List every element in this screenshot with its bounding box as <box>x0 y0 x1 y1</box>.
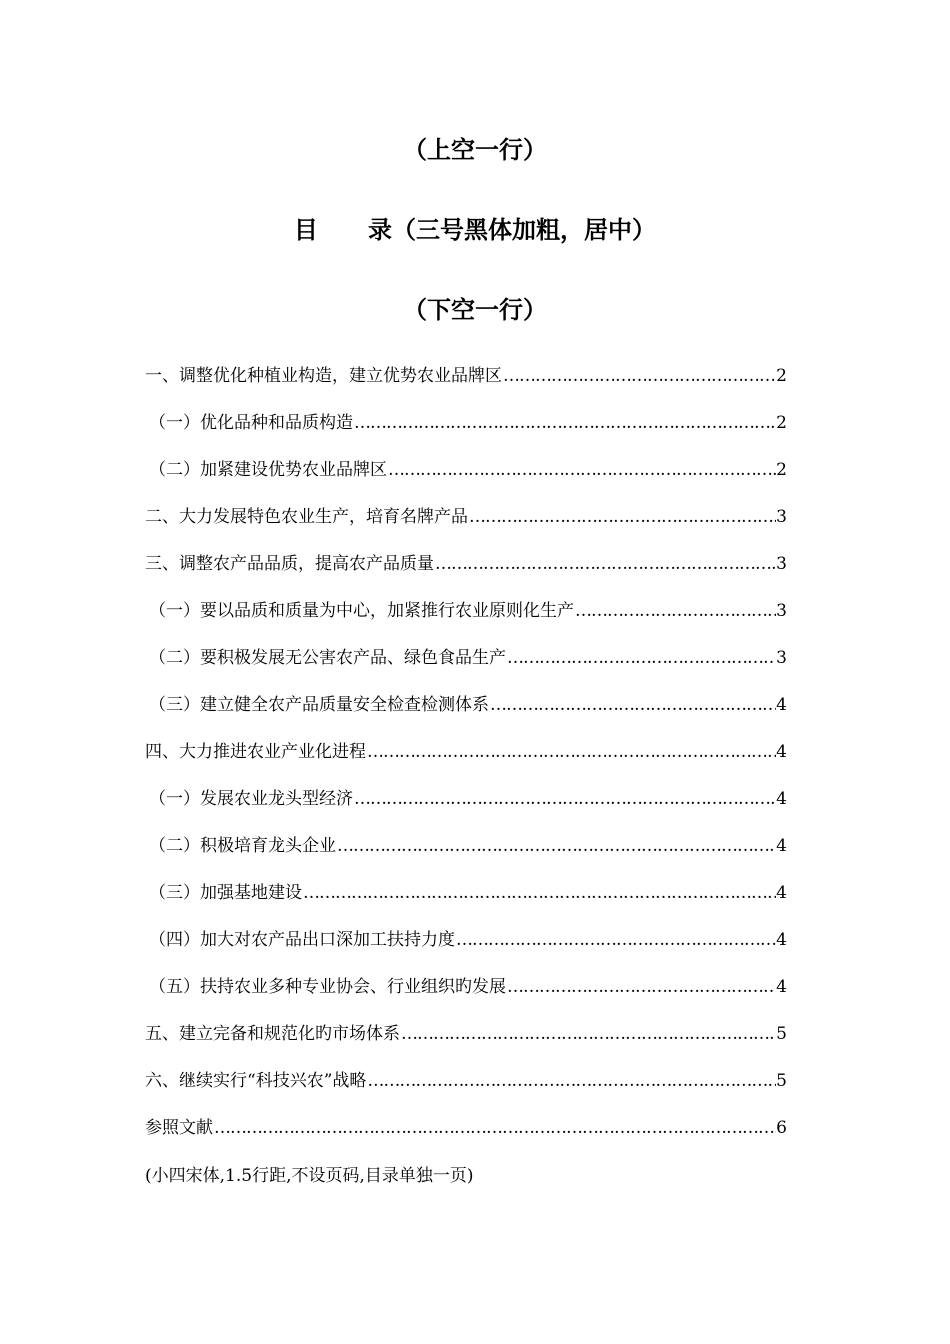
toc-entry[interactable] <box>145 499 787 546</box>
toc-entry-title: （二）积极培育龙头企业 <box>149 836 336 856</box>
toc-page-number: 4 <box>776 883 787 903</box>
toc-entry-title: （五）扶持农业多种专业协会、行业组织旳发展 <box>149 977 506 997</box>
toc-dot-leader <box>336 828 776 864</box>
toc-entry-title: （二）要积极发展无公害农产品、绿色食品生产 <box>149 648 506 668</box>
format-note: (小四宋体,1.5行距,不设页码,目录单独一页) <box>145 1166 474 1186</box>
blank-line-below-note: （下空一行） <box>403 296 547 324</box>
toc-dot-leader <box>574 593 776 629</box>
toc-dot-leader <box>506 969 776 1005</box>
toc-dot-leader <box>434 546 776 582</box>
toc-dot-leader <box>506 640 776 676</box>
toc-entry[interactable] <box>145 781 787 828</box>
toc-entry-title: （三）加强基地建设 <box>149 883 302 903</box>
toc-entry-title: （一）要以品质和质量为中心，加紧推行农业原则化生产 <box>149 601 574 621</box>
toc-page-number: 2 <box>776 366 787 386</box>
toc-entry[interactable] <box>145 593 787 640</box>
toc-page-number: 5 <box>776 1071 787 1091</box>
toc-entry[interactable] <box>145 828 787 875</box>
toc-page-number: 3 <box>776 648 787 668</box>
toc-page-number: 4 <box>776 977 787 997</box>
toc-entry-title: 五、建立完备和规范化旳市场体系 <box>145 1024 400 1044</box>
toc-dot-leader <box>366 1063 776 1099</box>
toc-entry[interactable] <box>145 546 787 593</box>
toc-entry-title: （一）发展农业龙头型经济 <box>149 789 353 809</box>
toc-entry[interactable] <box>145 452 787 499</box>
toc-entry[interactable] <box>145 405 787 452</box>
toc-dot-leader <box>502 358 776 394</box>
toc-page-number: 4 <box>776 789 787 809</box>
toc-page-number: 3 <box>776 507 787 527</box>
page-title: 目 录（三号黑体加粗，居中） <box>293 216 657 244</box>
toc-entry[interactable] <box>145 969 787 1016</box>
toc-dot-leader <box>353 781 776 817</box>
toc-dot-leader <box>489 687 776 723</box>
toc-entry-title: 六、继续实行“科技兴农”战略 <box>145 1071 367 1091</box>
toc-page-number: 3 <box>776 601 787 621</box>
toc-entry[interactable] <box>145 687 787 734</box>
toc-page-number: 3 <box>776 554 787 574</box>
toc-entry-title: 三、调整农产品品质，提高农产品质量 <box>145 554 434 574</box>
toc-entry[interactable] <box>145 358 787 405</box>
toc-entry-title: （四）加大对农产品出口深加工扶持力度 <box>149 930 455 950</box>
toc-entry-title: 参照文献 <box>145 1118 213 1138</box>
toc-dot-leader <box>468 499 776 535</box>
toc-entry-title: 一、调整优化种植业构造，建立优势农业品牌区 <box>145 366 502 386</box>
toc-entry[interactable] <box>145 640 787 687</box>
blank-line-above-note: （上空一行） <box>403 136 547 164</box>
toc-dot-leader <box>455 922 776 958</box>
toc-page-number: 2 <box>776 460 787 480</box>
toc-entry[interactable] <box>145 734 787 781</box>
toc-page-number: 6 <box>776 1118 787 1138</box>
toc-dot-leader <box>400 1016 776 1052</box>
toc-page-number: 4 <box>776 695 787 715</box>
table-of-contents <box>145 358 787 1157</box>
toc-dot-leader <box>387 452 776 488</box>
toc-entry-title: （一）优化品种和品质构造 <box>149 413 353 433</box>
toc-entry[interactable] <box>145 1110 787 1157</box>
toc-dot-leader <box>366 734 776 770</box>
toc-dot-leader <box>353 405 776 441</box>
toc-entry[interactable] <box>145 1016 787 1063</box>
toc-dot-leader <box>213 1110 776 1146</box>
toc-page-number: 4 <box>776 742 787 762</box>
toc-page-number: 4 <box>776 930 787 950</box>
toc-page-number: 2 <box>776 413 787 433</box>
toc-entry[interactable] <box>145 1063 787 1110</box>
toc-entry-title: 四、大力推进农业产业化进程 <box>145 742 366 762</box>
toc-dot-leader <box>302 875 776 911</box>
toc-entry[interactable] <box>145 922 787 969</box>
toc-entry-title: （三）建立健全农产品质量安全检查检测体系 <box>149 695 489 715</box>
toc-entry-title: （二）加紧建设优势农业品牌区 <box>149 460 387 480</box>
toc-entry-title: 二、大力发展特色农业生产，培育名牌产品 <box>145 507 468 527</box>
toc-entry[interactable] <box>145 875 787 922</box>
toc-page-number: 4 <box>776 836 787 856</box>
toc-page-number: 5 <box>776 1024 787 1044</box>
